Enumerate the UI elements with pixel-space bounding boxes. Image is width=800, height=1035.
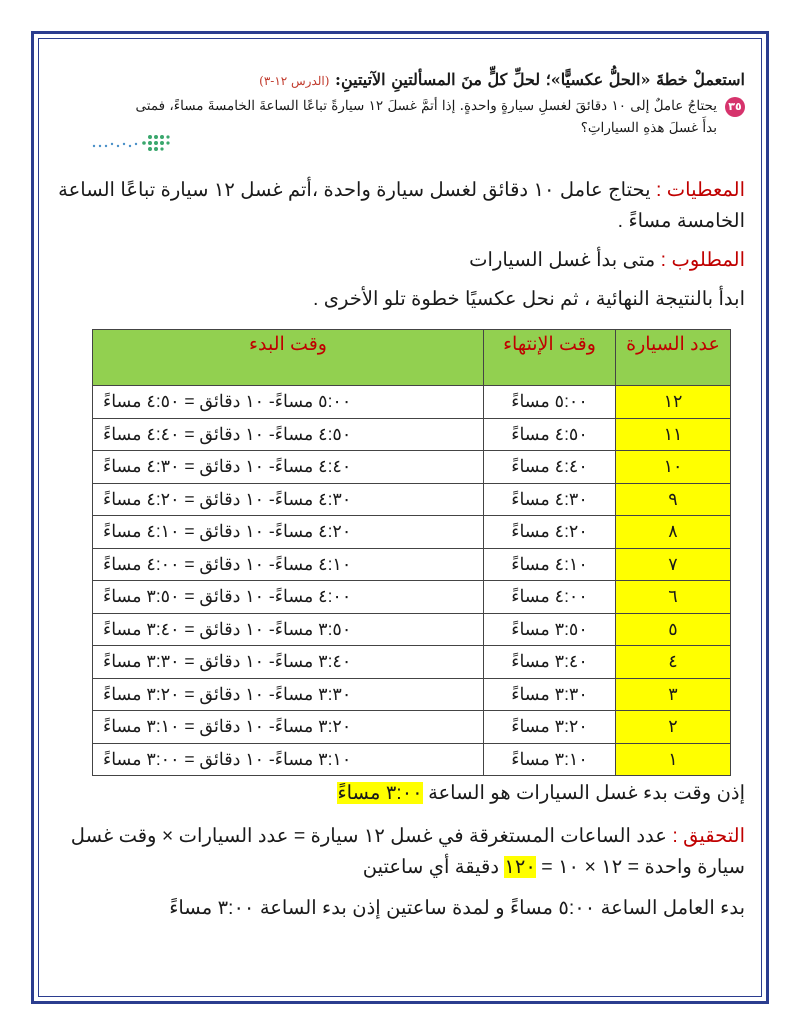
required-text: متى بدأ غسل السيارات [469,249,661,271]
header-end-time: وقت الإنتهاء [484,330,616,386]
lesson-reference: (الدرس ١٢-٣) [259,74,330,88]
table-row [93,451,731,484]
cell-car-number: ١ [616,743,731,776]
header-start-time: وقت البدء [93,330,484,386]
table-row [93,386,731,419]
worksheet-content [55,60,745,924]
table-header-row [93,330,731,386]
table-row [93,483,731,516]
cell-start-time: ٣:٥٠ مساءً- ١٠ دقائق = ٣:٤٠ مساءً [93,613,484,646]
verification-answer: ١٢٠ [504,856,536,878]
question-text-line2: بدأَ غسلَ هذهِ السياراتِ؟ [580,120,717,136]
cell-end-time: ٣:٣٠ مساءً [484,678,616,711]
cell-car-number: ٣ [616,678,731,711]
verification-text-1: عدد الساعات المستغرقة في غسل ١٢ سيارة = عدد السيارات × وقت غسل سيارة واحدة = ١٢ × ١٠ = [70,825,745,878]
cell-start-time: ٣:٤٠ مساءً- ١٠ دقائق = ٣:٣٠ مساءً [93,646,484,679]
cell-car-number: ٦ [616,581,731,614]
table-row [93,548,731,581]
table-row [93,418,731,451]
givens-label: المعطيات : [655,179,745,201]
table-row [93,581,731,614]
conclusion-paragraph [55,778,745,809]
cell-start-time: ٤:٥٠ مساءً- ١٠ دقائق = ٤:٤٠ مساءً [93,418,484,451]
table-row [93,613,731,646]
cell-start-time: ٤:٤٠ مساءً- ١٠ دقائق = ٤:٣٠ مساءً [93,451,484,484]
cell-start-time: ٣:١٠ مساءً- ١٠ دقائق = ٣:٠٠ مساءً [93,743,484,776]
instruction-text: استعملْ خطةَ «الحلُّ عكسيًّا»؛ لحلِّ كلٍّ منَ المسألتينِ الآتيتينِ: [335,70,745,89]
cell-end-time: ٤:٠٠ مساءً [484,581,616,614]
conclusion-text: إذن وقت بدء غسل السيارات هو الساعة [422,782,745,804]
table-row [93,678,731,711]
givens-paragraph [55,175,745,237]
cell-car-number: ٧ [616,548,731,581]
verification-label: التحقيق : [672,825,745,847]
cell-end-time: ٤:٣٠ مساءً [484,483,616,516]
cell-start-time: ٤:٣٠ مساءً- ١٠ دقائق = ٤:٢٠ مساءً [93,483,484,516]
cell-car-number: ٩ [616,483,731,516]
textbook-excerpt [55,60,745,175]
publisher-logo-icon [90,132,170,154]
cell-start-time: ٤:٠٠ مساءً- ١٠ دقائق = ٣:٥٠ مساءً [93,581,484,614]
cell-end-time: ٣:١٠ مساءً [484,743,616,776]
cell-car-number: ٤ [616,646,731,679]
verification-paragraph [55,821,745,883]
required-label: المطلوب : [660,249,745,271]
cell-end-time: ٤:٥٠ مساءً [484,418,616,451]
cell-end-time: ٤:٢٠ مساءً [484,516,616,549]
cell-start-time: ٤:٢٠ مساءً- ١٠ دقائق = ٤:١٠ مساءً [93,516,484,549]
final-statement: بدء العامل الساعة ٥:٠٠ مساءً و لمدة ساعتين إذن بدء الساعة ٣:٠٠ مساءً [169,897,745,919]
table-row [93,646,731,679]
table-row [93,711,731,744]
cell-car-number: ١١ [616,418,731,451]
table-row [93,516,731,549]
cell-car-number: ٨ [616,516,731,549]
cell-car-number: ٢ [616,711,731,744]
required-paragraph [55,245,745,276]
cell-end-time: ٣:٤٠ مساءً [484,646,616,679]
cell-start-time: ٥:٠٠ مساءً- ١٠ دقائق = ٤:٥٠ مساءً [93,386,484,419]
cell-car-number: ٥ [616,613,731,646]
verification-text-2: دقيقة أي ساعتين [362,856,505,878]
question-text-line1: يحتاجُ عاملٌ إلى ١٠ دقائقَ لغسلِ سيارةٍ واحدةٍ. إذا أتمَّ غسلَ ١٢ سيارةً تباعًا الساعةَ الخامسةَ مساءً، فمتى [135,98,717,114]
cell-start-time: ٣:٢٠ مساءً- ١٠ دقائق = ٣:١٠ مساءً [93,711,484,744]
cell-end-time: ٤:١٠ مساءً [484,548,616,581]
table-row [93,743,731,776]
givens-text: يحتاج عامل ١٠ دقائق لغسل سيارة واحدة ،أتم غسل ١٢ سيارة تباعًا الساعة الخامسة مساءً . [58,179,745,232]
cell-car-number: ١٠ [616,451,731,484]
cell-end-time: ٣:٢٠ مساءً [484,711,616,744]
cell-car-number: ١٢ [616,386,731,419]
cell-end-time: ٥:٠٠ مساءً [484,386,616,419]
approach-paragraph: ابدأ بالنتيجة النهائية ، ثم نحل عكسيًا خطوة تلو الأخرى . [312,288,745,310]
cell-end-time: ٤:٤٠ مساءً [484,451,616,484]
solution-table [92,329,731,776]
textbook-instruction [259,70,745,89]
cell-start-time: ٣:٣٠ مساءً- ١٠ دقائق = ٣:٢٠ مساءً [93,678,484,711]
conclusion-answer: ٣:٠٠ مساءً [337,782,423,804]
cell-start-time: ٤:١٠ مساءً- ١٠ دقائق = ٤:٠٠ مساءً [93,548,484,581]
header-car-number: عدد السيارة [616,330,731,386]
cell-end-time: ٣:٥٠ مساءً [484,613,616,646]
question-number-badge: ٣٥ [725,97,745,117]
